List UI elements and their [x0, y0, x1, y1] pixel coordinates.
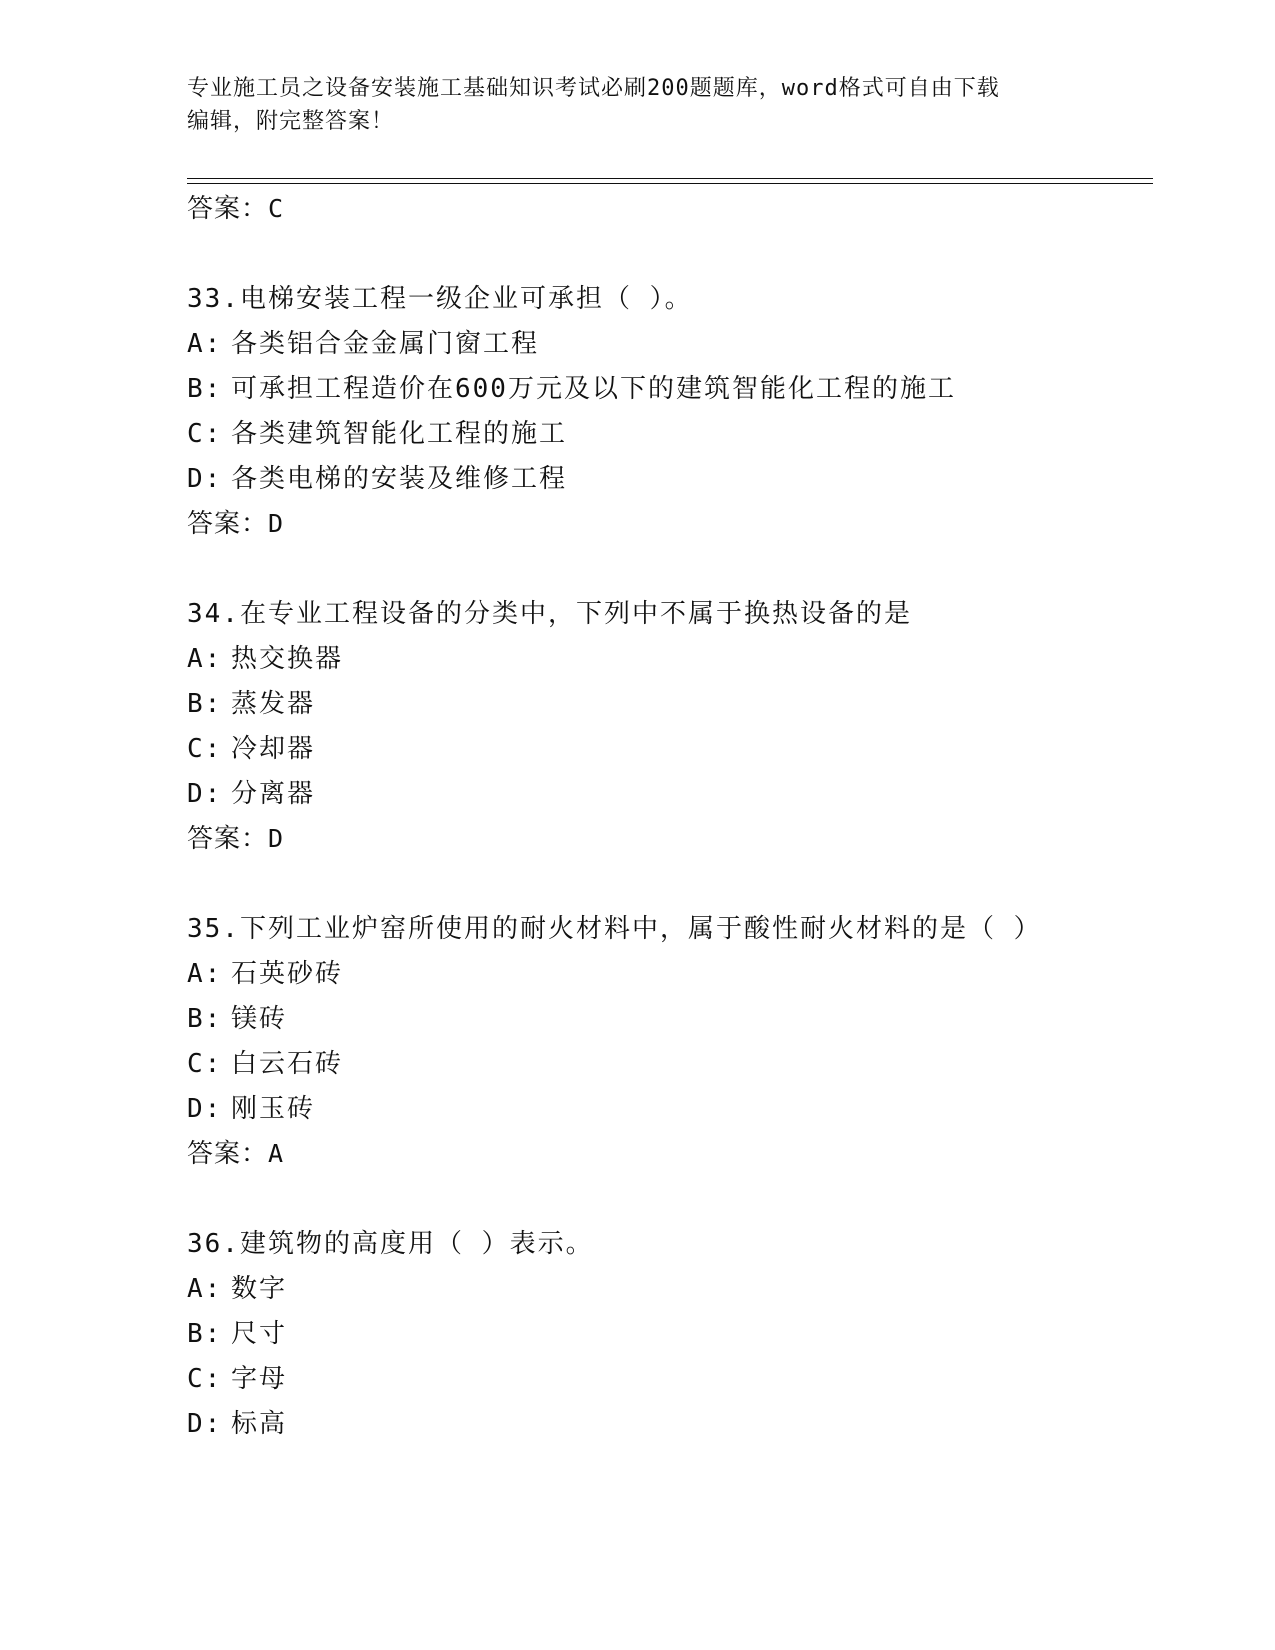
question-35-text: 35.下列工业炉窑所使用的耐火材料中，属于酸性耐火材料的是（ ）: [187, 914, 1042, 944]
option-key: A:: [187, 959, 223, 989]
option-text: 各类建筑智能化工程的施工: [231, 419, 568, 449]
question-35-option-c: [187, 1048, 343, 1080]
answer-value: D: [268, 824, 285, 853]
answer-label: 答案：: [187, 509, 269, 539]
question-33-option-b: [187, 373, 956, 405]
option-text: 冷却器: [231, 734, 316, 764]
option-text: 各类电梯的安装及维修工程: [231, 464, 568, 494]
option-text: 白云石砖: [231, 1049, 344, 1079]
answer-label: 答案：: [187, 1139, 269, 1169]
option-text: 刚玉砖: [231, 1094, 316, 1124]
question-35-answer: [187, 1138, 284, 1170]
question-35-option-b: [187, 1003, 287, 1035]
option-key: D:: [187, 1094, 223, 1124]
option-text: 可承担工程造价在600万元及以下的建筑智能化工程的施工: [231, 374, 956, 404]
option-text: 分离器: [231, 779, 316, 809]
option-text: 石英砂砖: [231, 959, 344, 989]
question-34-option-c: [187, 733, 315, 765]
header-line-1: 专业施工员之设备安装施工基础知识考试必刷200题题库，word格式可自由下载: [187, 76, 1000, 101]
option-text: 各类铝合金金属门窗工程: [231, 329, 540, 359]
option-key: C:: [187, 734, 223, 764]
question-33-option-c: [187, 418, 567, 450]
answer-line: [187, 193, 284, 225]
question-33-answer: [187, 508, 284, 540]
answer-value: A: [268, 1139, 285, 1168]
option-key: B:: [187, 1004, 223, 1034]
question-34-text: 34.在专业工程设备的分类中，下列中不属于换热设备的是: [187, 599, 912, 629]
question-33-option-a: [187, 328, 539, 360]
question-34-option-d: [187, 778, 315, 810]
option-key: D:: [187, 1409, 223, 1439]
document-header: [187, 72, 1087, 138]
question-36-option-a: [187, 1273, 287, 1305]
answer-label: 答案：: [187, 194, 269, 224]
option-key: B:: [187, 1319, 223, 1349]
option-key: B:: [187, 374, 223, 404]
question-33-text: 33.电梯安装工程一级企业可承担（ ）。: [187, 284, 693, 314]
option-text: 数字: [231, 1274, 288, 1304]
option-text: 热交换器: [231, 644, 344, 674]
question-35-option-a: [187, 958, 343, 990]
header-divider-bottom: [187, 183, 1153, 184]
question-35-option-d: [187, 1093, 315, 1125]
option-key: A:: [187, 329, 223, 359]
question-36-option-c: [187, 1363, 287, 1395]
option-key: C:: [187, 1364, 223, 1394]
option-key: C:: [187, 419, 223, 449]
option-key: A:: [187, 644, 223, 674]
question-36-text: 36.建筑物的高度用（ ）表示。: [187, 1229, 594, 1259]
header-line-2: 编辑，附完整答案！: [187, 109, 395, 134]
option-text: 镁砖: [231, 1004, 288, 1034]
option-key: D:: [187, 779, 223, 809]
question-36-option-d: [187, 1408, 287, 1440]
answer-value: D: [268, 509, 285, 538]
question-34-option-b: [187, 688, 315, 720]
answer-label: 答案：: [187, 824, 269, 854]
option-key: C:: [187, 1049, 223, 1079]
option-text: 尺寸: [231, 1319, 288, 1349]
answer-value: C: [268, 194, 285, 223]
option-key: D:: [187, 464, 223, 494]
header-divider-top: [187, 178, 1153, 179]
question-36-option-b: [187, 1318, 287, 1350]
question-33-option-d: [187, 463, 567, 495]
option-key: B:: [187, 689, 223, 719]
question-34-answer: [187, 823, 284, 855]
option-text: 字母: [231, 1364, 288, 1394]
option-text: 蒸发器: [231, 689, 316, 719]
question-34-option-a: [187, 643, 343, 675]
option-text: 标高: [231, 1409, 288, 1439]
option-key: A:: [187, 1274, 223, 1304]
